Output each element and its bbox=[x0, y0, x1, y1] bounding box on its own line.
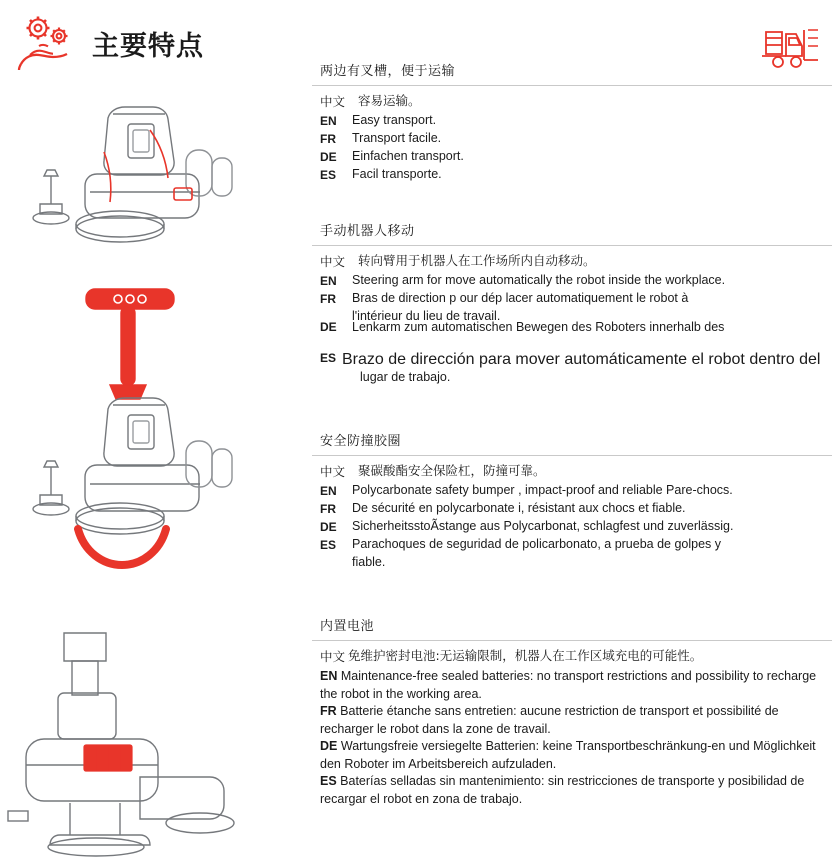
lang-paragraph bbox=[320, 703, 832, 738]
fr-continuation: l'intérieur du lieu de travail. bbox=[352, 308, 501, 323]
feature-manual-robot-move bbox=[312, 220, 832, 386]
feature-list bbox=[312, 60, 832, 832]
lang-text: Easy transport. bbox=[352, 112, 437, 127]
lang-row bbox=[320, 253, 832, 271]
robot-scrubber-side-view bbox=[0, 92, 300, 272]
lang-text: 容易运输。 bbox=[358, 93, 421, 108]
lang-code: EN bbox=[320, 273, 337, 288]
lang-row bbox=[320, 536, 832, 553]
gear-hand-icon bbox=[14, 12, 80, 74]
lang-code: DE bbox=[320, 319, 337, 334]
lang-code: 中文 bbox=[320, 463, 346, 479]
illustration-column bbox=[0, 82, 300, 857]
lang-text: 转向臂用于机器人在工作场所内自动移动。 bbox=[358, 252, 596, 268]
lang-code bbox=[320, 554, 352, 555]
page-header bbox=[14, 8, 314, 78]
lang-paragraph bbox=[320, 738, 832, 773]
divider bbox=[312, 85, 832, 86]
lang-paragraph bbox=[320, 668, 832, 703]
lang-code: DE bbox=[320, 150, 337, 165]
lang-code: ES bbox=[320, 168, 337, 183]
lang-text: Transport facile. bbox=[352, 131, 442, 146]
lang-code: FR bbox=[320, 132, 336, 147]
robot-scrubber-with-bumper-arc bbox=[0, 387, 300, 627]
lang-row bbox=[320, 648, 832, 666]
lang-code: FR bbox=[320, 291, 336, 306]
feature-heading: 内置电池 bbox=[320, 619, 375, 635]
lang-row bbox=[320, 272, 832, 289]
lang-text: Baterías selladas sin mantenimiento: sin restricciones de transporte y posibilidad de recargar el robot en zona de trabajo. bbox=[320, 774, 805, 806]
lang-code: FR bbox=[320, 501, 336, 516]
lang-code: 中文 bbox=[320, 649, 346, 665]
lang-text: Lenkarm zum automatischen Bewegen des Roboters innerhalb des bbox=[352, 319, 725, 334]
feature-heading: 安全防撞胶圈 bbox=[320, 433, 402, 449]
divider bbox=[312, 640, 832, 641]
lang-row bbox=[320, 130, 832, 147]
lang-row bbox=[320, 463, 832, 481]
lang-row bbox=[320, 351, 832, 369]
lang-row-continuation bbox=[320, 554, 832, 571]
lang-text: Facil transporte. bbox=[352, 167, 442, 182]
es-continuation: lugar de trabajo. bbox=[360, 369, 451, 384]
lang-code: ES bbox=[320, 350, 337, 365]
lang-row bbox=[320, 93, 832, 111]
feature-builtin-battery bbox=[312, 615, 832, 808]
lang-text: Maintenance-free sealed batteries: no transport restrictions and possibility to recharge the robot in the working area. bbox=[320, 669, 817, 701]
divider bbox=[312, 455, 832, 456]
page-title: 主要特点 bbox=[92, 30, 204, 62]
lang-code: EN bbox=[320, 483, 337, 498]
lang-code: EN bbox=[320, 113, 337, 128]
lang-row bbox=[320, 500, 832, 517]
lang-row bbox=[320, 166, 832, 183]
lang-row bbox=[320, 148, 832, 165]
forklift-icon bbox=[756, 26, 822, 72]
lang-row bbox=[320, 290, 832, 307]
robot-scrubber-with-battery-highlight bbox=[0, 627, 300, 857]
lang-code: DE bbox=[320, 519, 337, 534]
lang-text: Einfachen transport. bbox=[352, 149, 464, 164]
lang-code: FR bbox=[320, 704, 337, 718]
de-row bbox=[320, 319, 724, 336]
lang-code: ES bbox=[320, 538, 337, 553]
lang-text: De sécurité en polycarbonate i, résistant aux chocs et fiable. bbox=[352, 500, 686, 515]
lang-code: DE bbox=[320, 739, 338, 753]
feature-safety-bumper bbox=[312, 430, 832, 572]
lang-code: EN bbox=[320, 669, 338, 683]
lang-code: 中文 bbox=[320, 94, 346, 109]
lang-text: Parachoques de seguridad de policarbonato, a prueba de golpes y bbox=[352, 537, 722, 552]
lang-row bbox=[320, 482, 832, 499]
lang-text: Steering arm for move automatically the robot inside the workplace. bbox=[352, 272, 726, 287]
lang-text: fiable. bbox=[352, 555, 386, 570]
lang-text: Brazo de dirección para mover automáticamente el robot dentro del bbox=[342, 350, 821, 368]
lang-text: 聚碳酸酯安全保险杠，防撞可靠。 bbox=[358, 462, 546, 478]
lang-code: ES bbox=[320, 774, 337, 788]
lang-row bbox=[320, 518, 832, 535]
lang-text: Bras de direction p our dép lacer automatiquement le robot à bbox=[352, 290, 689, 305]
lang-text: Polycarbonate safety bumper , impact-proof and reliable Pare-chocs. bbox=[352, 482, 733, 497]
lang-row bbox=[320, 112, 832, 129]
overlapping-text-block bbox=[320, 308, 832, 342]
lang-paragraph bbox=[320, 773, 832, 808]
lang-text: Wartungsfreie versiegelte Batterien: keine Transportbeschränkung-en und Möglichkeit den Roboter im Arbeitsbereich aufzuladen. bbox=[320, 739, 816, 771]
lang-text: Batterie étanche sans entretien: aucune restriction de transport et possibilité de recharger le robot dans la zone de travail. bbox=[320, 704, 779, 736]
feature-easy-transport bbox=[312, 60, 832, 184]
lang-text: 免维护密封电池:无运输限制，机器人在工作区域充电的可能性。 bbox=[348, 648, 703, 664]
lang-code: 中文 bbox=[320, 253, 346, 269]
feature-heading: 两边有叉槽，便于运输 bbox=[320, 64, 456, 79]
divider bbox=[312, 245, 832, 246]
lang-text: SicherheitsstoÃstange aus Polycarbonat, schlagfest und zuverlässig. bbox=[352, 518, 734, 533]
feature-heading: 手动机器人移动 bbox=[320, 223, 415, 239]
